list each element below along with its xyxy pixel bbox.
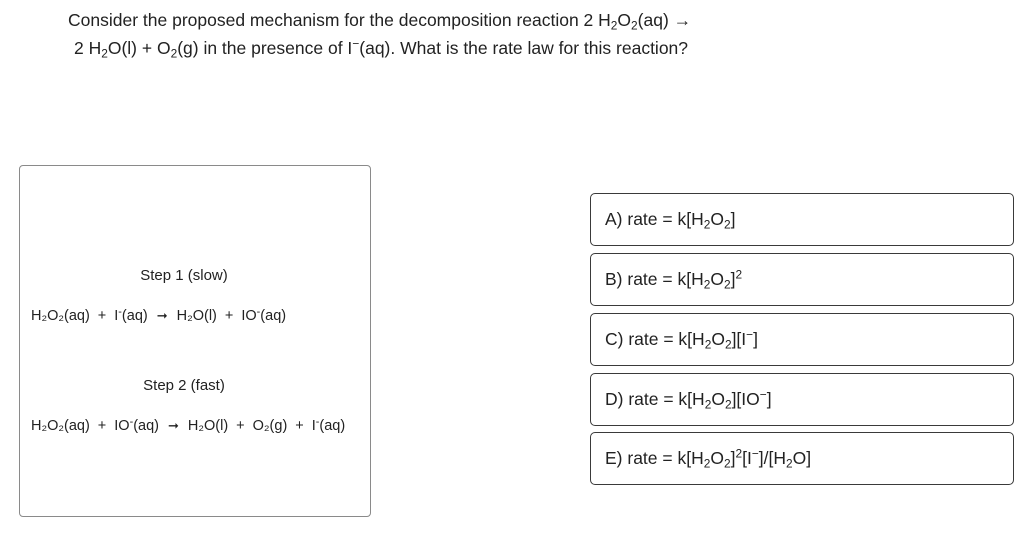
answer-choice-b[interactable]	[590, 253, 1014, 306]
eq-species: I	[114, 308, 119, 324]
reaction-arrow-icon: ➞	[156, 308, 168, 323]
choice-sup: −	[759, 387, 767, 402]
question-line-2	[68, 34, 788, 62]
choice-sub: 2	[723, 217, 731, 232]
choice-sub: 2	[724, 337, 732, 352]
q-sub: 2	[610, 18, 618, 33]
eq-species: O₂(g)	[252, 418, 288, 434]
eq-sup: -	[256, 306, 261, 319]
step-1-equation	[31, 308, 286, 324]
q-sub: 2	[170, 46, 178, 61]
eq-species: H₂O(l)	[187, 418, 229, 434]
choice-sub: 2	[704, 397, 712, 412]
eq-species: H₂O₂(aq)	[31, 308, 90, 324]
eq-state: (aq)	[133, 418, 159, 434]
choice-text: ]	[753, 329, 758, 349]
eq-sup: -	[118, 306, 122, 319]
choice-sub: 2	[704, 337, 712, 352]
choice-sup: −	[746, 327, 754, 342]
question-text	[68, 6, 788, 62]
eq-plus: +	[295, 418, 304, 434]
choice-text: ]	[730, 269, 736, 289]
choice-text: O	[710, 448, 724, 468]
choice-text: O	[711, 329, 725, 349]
choice-text: A) rate = k[H	[605, 209, 704, 229]
step-2-title: Step 2 (fast)	[143, 377, 225, 394]
choice-text: O]	[792, 448, 812, 468]
choice-text: O	[710, 209, 724, 229]
eq-state: (aq)	[260, 308, 287, 324]
choice-sup: 2	[735, 446, 743, 461]
choice-text: O	[711, 389, 725, 409]
eq-species: I	[311, 418, 316, 434]
choice-sub: 2	[724, 397, 732, 412]
choice-text: ][I	[731, 329, 747, 349]
q-text: 2 H	[74, 38, 102, 58]
choice-sub: 2	[703, 277, 711, 292]
choice-sub: 2	[786, 456, 793, 471]
q-sub: 2	[631, 18, 638, 33]
choice-text: B) rate = k[H	[605, 269, 704, 289]
answer-choice-c[interactable]	[590, 313, 1014, 366]
eq-species: IO	[241, 308, 257, 324]
choice-text: E) rate = k[H	[605, 448, 704, 468]
choice-sup: −	[751, 446, 759, 461]
choice-sup: 2	[735, 267, 743, 282]
q-text: Consider the proposed mechanism for the decomposition reaction 2 H	[68, 10, 611, 30]
eq-species: H₂O(l)	[176, 308, 217, 324]
q-text: O(l) + O	[107, 38, 171, 58]
eq-species: H₂O₂(aq)	[31, 418, 90, 434]
q-sup: −	[352, 36, 360, 51]
choice-text: ]/[H	[758, 448, 787, 468]
eq-sup: -	[315, 416, 320, 429]
eq-plus: +	[236, 418, 245, 434]
question-line-1	[68, 10, 692, 33]
eq-plus: +	[97, 308, 107, 324]
choice-text: ][IO	[731, 389, 760, 409]
choice-text: ]	[730, 209, 736, 229]
step-2-equation	[31, 418, 345, 434]
eq-state: (aq)	[319, 418, 346, 434]
q-text: (aq). What is the rate law for this reaction?	[359, 38, 689, 58]
choice-text: O	[710, 269, 724, 289]
choice-sub: 2	[703, 456, 711, 471]
answer-choice-d[interactable]	[590, 373, 1014, 426]
choice-text: [I	[742, 448, 752, 468]
q-text: (aq) →	[637, 10, 692, 30]
mechanism-box	[19, 165, 371, 517]
choice-text: C) rate = k[H	[605, 329, 705, 349]
eq-plus: +	[224, 308, 234, 324]
choice-sub: 2	[703, 217, 711, 232]
choice-text: ]	[766, 389, 772, 409]
answer-choice-e[interactable]	[590, 432, 1014, 485]
choice-text: D) rate = k[H	[605, 389, 705, 409]
choice-sub: 2	[723, 456, 731, 471]
eq-state: (aq)	[121, 308, 148, 324]
eq-species: IO	[114, 418, 130, 434]
q-text: (g) in the presence of I	[177, 38, 353, 58]
eq-plus: +	[97, 418, 107, 434]
reaction-arrow-icon: ➞	[168, 418, 179, 433]
q-text: O	[617, 10, 632, 30]
choice-sub: 2	[723, 277, 731, 292]
choice-text: ]	[730, 448, 736, 468]
answer-choice-a[interactable]	[590, 193, 1014, 246]
q-sub: 2	[101, 46, 108, 61]
eq-sup: -	[129, 416, 134, 429]
step-1-title: Step 1 (slow)	[140, 267, 228, 284]
